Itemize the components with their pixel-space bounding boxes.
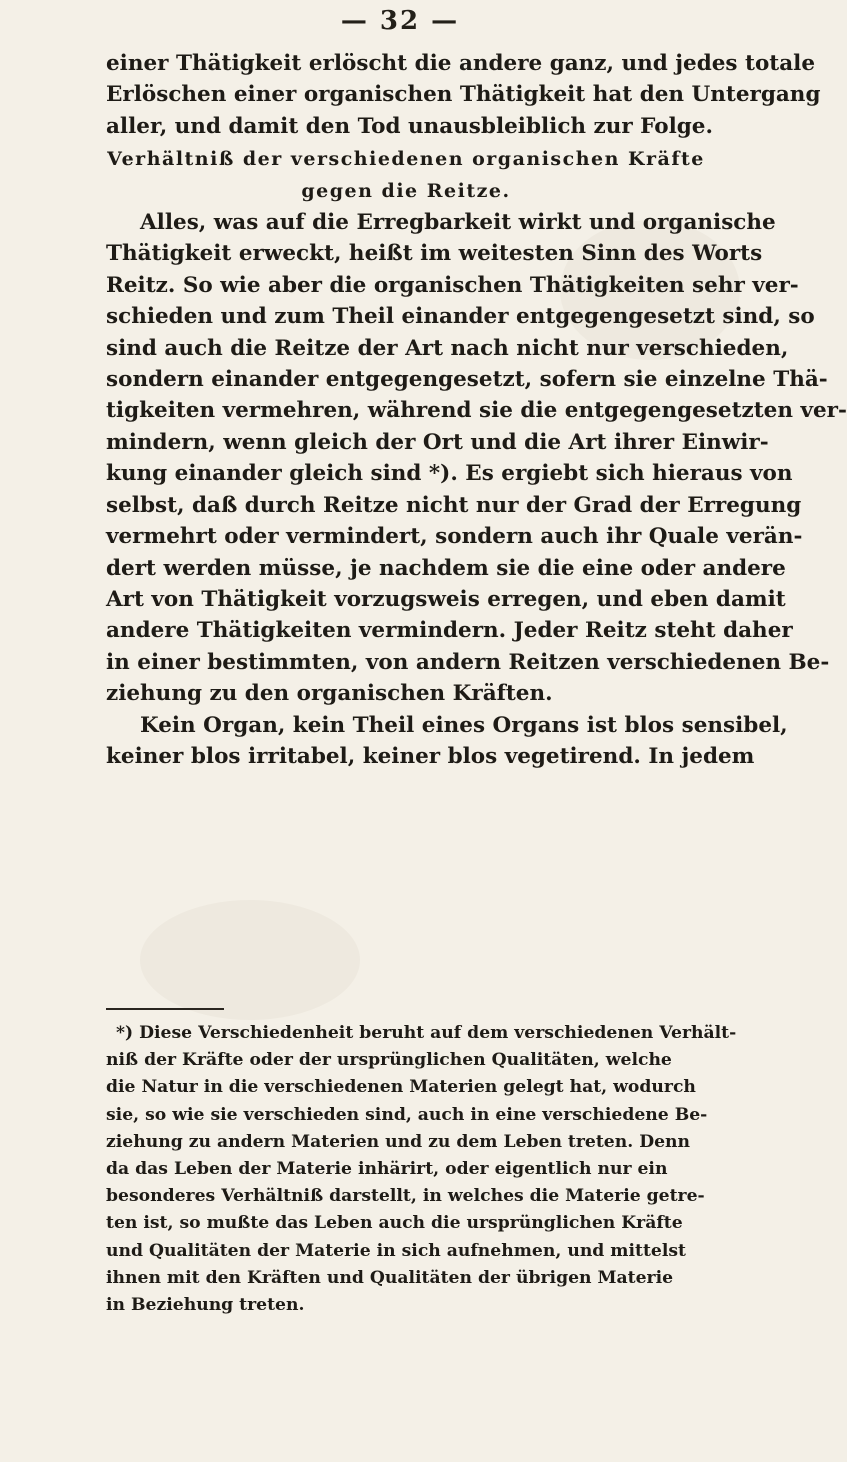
text-line: keiner blos irritabel, keiner blos vegetirend. In jedem <box>106 743 755 769</box>
paper-stain <box>140 900 360 1020</box>
footnote-line: ten ist, so mußte das Leben auch die ursprünglichen Kräfte <box>106 1213 683 1234</box>
main-text <box>106 48 847 772</box>
footnote-line: niß der Kräfte oder der ursprünglichen Qualitäten, welche <box>106 1050 672 1071</box>
footnote-line: in Beziehung treten. <box>106 1295 305 1316</box>
text-line: sind auch die Reitze der Art nach nicht nur verschieden, <box>106 335 789 361</box>
text-line: in einer bestimmten, von andern Reitzen verschiedenen Be- <box>106 649 830 675</box>
section-heading: gegen die Reitze. <box>301 179 511 202</box>
section-heading: Verhältniß der verschiedenen organischen Kräfte <box>107 148 705 171</box>
text-line: andere Thätigkeiten vermindern. Jeder Reitz steht daher <box>106 618 793 644</box>
footnote-line: da das Leben der Materie inhärirt, oder eigentlich nur ein <box>106 1159 668 1180</box>
paragraph-start: Alles, was auf die Erregbarkeit wirkt und organische <box>140 210 776 236</box>
text-line: Erlöschen einer organischen Thätigkeit hat den Untergang <box>106 82 821 108</box>
footnote-line: und Qualitäten der Materie in sich aufnehmen, und mittelst <box>106 1240 686 1261</box>
text-line: dert werden müsse, je nachdem sie die eine oder andere <box>106 555 786 581</box>
text-line: Art von Thätigkeit vorzugsweis erregen, und eben damit <box>106 586 786 612</box>
text-line: kung einander gleich sind *). Es ergiebt sich hieraus von <box>106 461 793 487</box>
text-line: tigkeiten vermehren, während sie die entgegengesetzten ver- <box>106 398 847 424</box>
text-line: vermehrt oder vermindert, sondern auch ihr Quale verän- <box>106 524 803 550</box>
text-line: mindern, wenn gleich der Ort und die Art ihrer Einwir- <box>106 429 769 455</box>
text-line: Reitz. So wie aber die organischen Thätigkeiten sehr ver- <box>106 272 799 298</box>
text-line: schieden und zum Theil einander entgegengesetzt sind, so <box>106 304 815 330</box>
footnote-line: *) Diese Verschiedenheit beruht auf dem verschiedenen Verhält- <box>116 1023 737 1043</box>
footnote-line: besonderes Verhältniß darstellt, in welches die Materie getre- <box>106 1186 705 1207</box>
footnote-line: sie, so wie sie verschieden sind, auch in eine verschiedene Be- <box>106 1104 708 1125</box>
footnote <box>106 1020 737 1319</box>
text-line: sondern einander entgegengesetzt, sofern sie einzelne Thä- <box>106 367 828 393</box>
footnote-line: ihnen mit den Kräften und Qualitäten der übrigen Materie <box>106 1267 674 1288</box>
text-line: selbst, daß durch Reitze nicht nur der Grad der Erregung <box>106 492 802 518</box>
text-line: aller, und damit den Tod unausbleiblich zur Folge. <box>106 113 713 139</box>
text-line: ziehung zu den organischen Kräften. <box>106 681 553 707</box>
text-line: einer Thätigkeit erlöscht die andere ganz, und jedes totale <box>106 51 816 76</box>
footnote-line: ziehung zu andern Materien und zu dem Leben treten. Denn <box>106 1131 691 1152</box>
footnote-divider <box>106 1008 224 1010</box>
paragraph-start: Kein Organ, kein Theil eines Organs ist blos sensibel, <box>140 712 788 738</box>
page-number: — 32 — <box>340 6 460 36</box>
text-line: Thätigkeit erweckt, heißt im weitesten Sinn des Worts <box>106 241 763 267</box>
footnote-line: die Natur in die verschiedenen Materien gelegt hat, wodurch <box>106 1077 696 1098</box>
